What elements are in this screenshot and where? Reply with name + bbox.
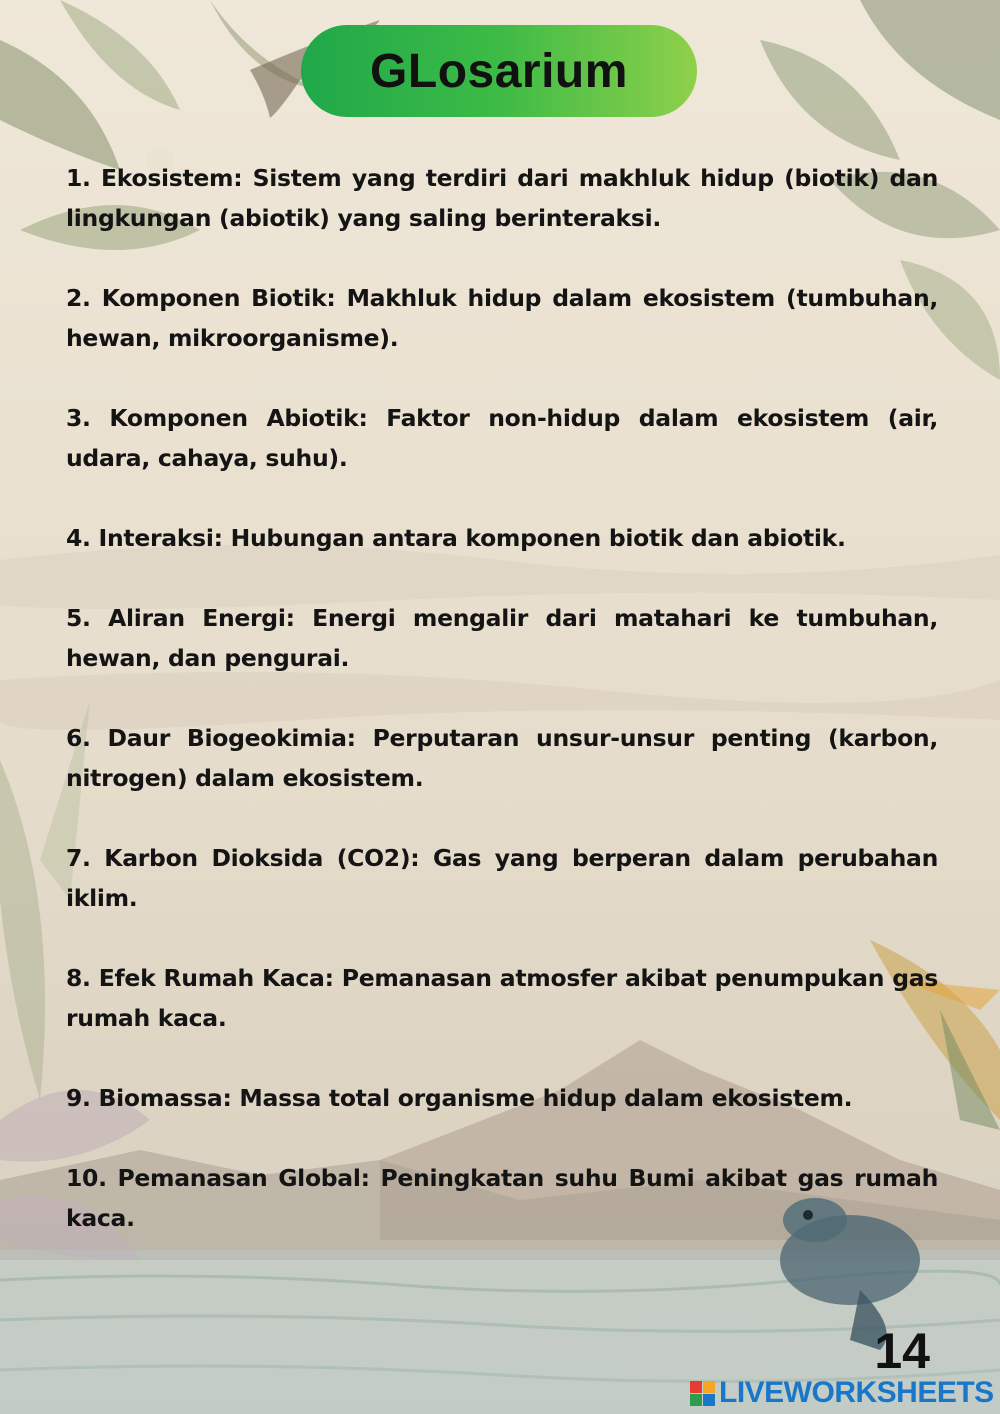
glossary-item: 7. Karbon Dioksida (CO2): Gas yang berperan dalam perubahan iklim. [66,844,938,912]
glossary-item: 8. Efek Rumah Kaca: Pemanasan atmosfer akibat penumpukan gas rumah kaca. [66,964,938,1032]
glossary-item: 4. Interaksi: Hubungan antara komponen biotik dan abiotik. [66,524,846,552]
glossary-item: 5. Aliran Energi: Energi mengalir dari matahari ke tumbuhan, hewan, dan pengurai. [66,604,938,672]
glossary-item: 1. Ekosistem: Sistem yang terdiri dari makhluk hidup (biotik) dan lingkungan (abiotik) yang saling berinteraksi. [66,164,938,232]
glossary-item: 9. Biomassa: Massa total organisme hidup dalam ekosistem. [66,1084,853,1112]
page-title: GLosarium [370,44,628,98]
glossary-item: 2. Komponen Biotik: Makhluk hidup dalam ekosistem (tumbuhan, hewan, mikroorganisme). [66,284,938,352]
logo-grid-icon [690,1381,715,1406]
glossary-list [66,158,938,1278]
brand-text: LIVEWORKSHEETS [719,1376,994,1409]
title-banner [301,25,697,117]
glossary-item: 10. Pemanasan Global: Peningkatan suhu Bumi akibat gas rumah kaca. [66,1164,938,1232]
glossary-item: 6. Daur Biogeokimia: Perputaran unsur-unsur penting (karbon, nitrogen) dalam ekosistem. [66,724,938,792]
page-number: 14 [874,1323,930,1379]
glossary-item: 3. Komponen Abiotik: Faktor non-hidup dalam ekosistem (air, udara, cahaya, suhu). [66,404,938,472]
liveworksheets-logo[interactable] [690,1378,994,1408]
